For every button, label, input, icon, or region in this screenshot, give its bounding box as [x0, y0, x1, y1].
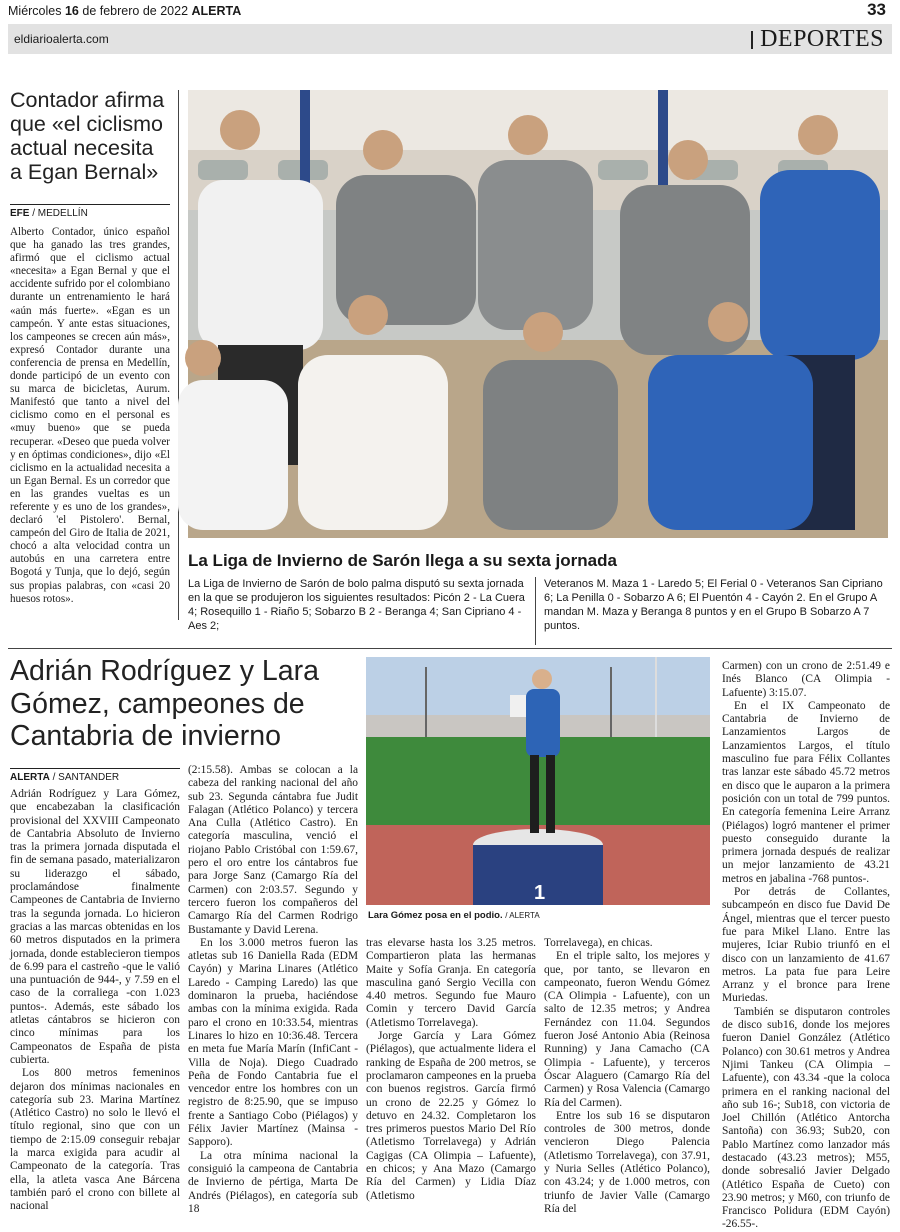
podium-photo-illustration	[366, 657, 710, 905]
page-date	[8, 4, 241, 18]
day: 16	[64, 4, 79, 18]
paragraph: También se disputaron controles de disco sub16, donde los mejores fueron Daniel González (Atlético Polanco) con 30.61 metros y Andrea Njimi Tankeu (CA Olimpia – Lafuente), con 43.34 -que la coloca primera en el ranking nacional del año sub 16-; Sub18, con victoria de Joel Chillón (Atlético Antorcha Santoña) con 36.93; Sub20, con Pablo Martínez como lanzador más destacado (43.23 metros); M55, donde sobresalió Javier Delgado (Atlético España de Cueto) con 23.90 metros; y M60, con triunfo de Francisco Polidura (EDM Cayón) -26.55-.	[722, 1005, 890, 1231]
adrian-col2	[188, 764, 358, 1216]
svg-text:1: 1	[534, 882, 546, 904]
team-photo-illustration	[188, 90, 888, 538]
caption-text: Lara Gómez posa en el podio.	[368, 910, 503, 921]
adrian-col3	[366, 937, 536, 1203]
adrian-col5	[722, 660, 890, 1232]
city: SANTANDER	[58, 772, 120, 783]
paragraph: Jorge García y Lara Gómez (Piélagos), que actualmente lidera el ranking de España de 200 metros, se proclamaron campeones en la prueba con buenos registros. García firmó un crono de 22.25 y Gómez lo detuvo en 24.32. Completaron los tres primeros puestos Mario Del Río (Atletismo Torrelavega) y Adrián Cagigas (CA Olimpia – Lafuente), en chicos; y Ana Mazo (Camargo Ría del Carmen) y Lidia Díaz (Atletismo	[366, 1030, 536, 1202]
contador-body	[10, 226, 170, 606]
team-photo	[188, 90, 888, 538]
adrian-headline: Adrián Rodríguez y Lara Gómez, campeones de Cantabria de invierno	[10, 655, 319, 752]
paragraph: Entre los sub 16 se disputaron controles de 300 metros, donde vencieron Diego Palencia (Atletismo Torrelavega), con 37.91, y Nuria Selles (Atlético Polanco), con 43.24; y de 1.000 metros, con triunfo de Javier Valle (Camargo Ría del	[544, 1109, 710, 1215]
page-number: 33	[867, 0, 886, 19]
agency: ALERTA	[10, 772, 50, 783]
agency: EFE	[10, 208, 30, 219]
city: MEDELLÍN	[37, 208, 88, 219]
column-rule	[535, 577, 536, 645]
paragraph: En el triple salto, los mejores y que, por tanto, se llevaron en campeonato, fueron Wendu Gómez (CA Olimpia - Lafuente), con un salto de 12.35 metros; y Andrea Fernández con 11.04. Segundos fueron José Antonio Abia (Reinosa Running) y Jana Camacho (CA Olimpia - Lafuente), y terceros Óscar Alaguero (Camargo Ría del Carmen) y Rosa Valencia (Camargo Ría del Carmen).	[544, 950, 710, 1109]
site-url[interactable]: eldiarioalerta.com	[14, 32, 109, 46]
liga-body-col2: Veteranos M. Maza 1 - Laredo 5; El Ferial 0 - Veteranos San Cipriano 6; La Penilla 0 - Sobarzo A 6; El Puentón 4 - Cayón 2. En el Grupo A mandan M. Maza y Beranga 8 puntos y en el Grupo B Sobarzo A 7 puntos.	[544, 578, 883, 632]
page-header	[8, 2, 892, 20]
liga-body-col1: La Liga de Invierno de Sarón de bolo palma disputó su sexta jornada en la que se produjeron los siguientes resultados: Picón 2 - La Cuera 4; Rosequillo 1 - Riaño 5; Sobarzo B 2 - Beranga 4; San Cipriano 4 - Aes 2;	[188, 578, 525, 632]
paragraph: (2:15.58). Ambas se colocan a la cabeza del ranking nacional del año sub 23. Segunda cántabra fue Judit Falagan (Atlético Polanco) y tercera Ana Culla (Atlético Castro). En categoría masculina, venció el riojano Pablo Cristóbal con 1:59.67, pero el oro entre los cántabros fue para Jorge Sanz (Camargo Ría del Carmen) con 2:03.57. Segundo y tercero fueron los compañeros del Camargo Ría del Carmen Rodrigo Bustamante y David Lerena.	[188, 764, 358, 936]
month-year: de febrero de 2022	[82, 4, 189, 18]
paragraph: En el IX Campeonato de Cantabria de Invierno de Lanzamientos Largos de Lanzamientos Largos, el título masculino fue para Félix Collantes tras lanzar este sábado 45.72 metros en disco que le auparon a la primera posición con un total de 799 puntos. En categoría femenina Leire Arranz (Piélagos) logró mantener el primer puesto conseguido durante la primera jornada después de realizar un mejor lanzamiento de 43.21 metros en jabalina -768 puntos-.	[722, 699, 890, 885]
paragraph: Adrián Rodríguez y Lara Gómez, que encabezaban la clasificación provisional del XXVIII Campeonato de Cantabria Absoluto de Invierno tras la primera jornada disputada el fin de semana pasado, materializaron su liderazgo el sábado, proclamándose finalmente Campeones de Cantabria de Invierno tras la segunda jornada. Lo hicieron gracias a las marcas obtenidas en los 60 metros disputados en la primera jornada, donde establecieron tiempos de 6.99 para el castreño -que le valió una puntuación de 944-, y 7.59 en el caso de la corraliega -con 1.023 puntos-. Además, este sábado los atletas cántabros se hicieron con cinco mínimas para los Campeonatos de España de pista cubierta.	[10, 788, 180, 1066]
caption-credit: / ALERTA	[505, 911, 540, 920]
paragraph: La otra mínima nacional la consiguió la campeona de Cantabria de Invierno de pértiga, Marta De Andrés (Piélagos), en categoría sub 18	[188, 1149, 358, 1215]
section-band	[8, 24, 892, 54]
paragraph: Carmen) con un crono de 2:51.49 e Inés Blanco (CA Olimpia - Lafuente) 3:15.07.	[722, 660, 890, 699]
section-title: DEPORTES	[760, 26, 884, 52]
brand-name: ALERTA	[191, 4, 242, 18]
paragraph: Torrelavega), en chicas.	[544, 937, 653, 949]
adrian-byline: ALERTA / SANTANDER	[10, 768, 180, 783]
paragraph: En los 3.000 metros fueron las atletas sub 16 Daniella Rada (EDM Cayón) y Marina Linares (Atlético Laredo - Camping Laredo) las que dominaron la prueba, haciéndose ambas con la mínima exigida. Rada paro el crono en 10:33.54, mientras Linares lo hizo en 10:36.48. Tercera en meta fue María Marín (InfiCant - Villa de Noja). Diego Cuadrado Peña de Fondo Cantabria fue el vencedor entre los hombres con un registro de 8:25.90, que se impuso frente a Santiago Cobo (Piélagos) y Félix Javier Martínez (Mainsa - Sapporo).	[188, 936, 358, 1149]
adrian-col1	[10, 788, 180, 1214]
podium-photo	[366, 657, 710, 905]
contador-headline: Contador afirma que «el ciclismo actual necesita a Egan Bernal»	[10, 88, 165, 184]
podium-caption	[368, 910, 708, 921]
paragraph: tras elevarse hasta los 3.25 metros. Compartieron plata las hermanas Maite y Sofía Granja. En categoría masculina ganó Sergio Vecilla con 4.40 metros. Segundo fue Mauro Comin y tercero David García (Atletismo Torrelavega).	[366, 937, 536, 1029]
adrian-col4	[544, 937, 710, 1216]
paragraph: Por detrás de Collantes, subcampeón en disco fue David De Ángel, mientras que el tercer puesto fue para Mikel Llano. Entre las mujeres, Iciar Rubio triunfó en el disco con un lanzamiento de 41.67 metros. La pata fue para Leire Arranz y el bronce para Irene Muriedas.	[722, 886, 890, 1005]
contador-paragraph: Alberto Contador, único español que ha ganado las tres grandes, afirmó que el ciclismo actual «necesita» a Egan Bernal y que el accidente sufrido por el colombiano durante un entrenamiento le hará «aún más fuerte». «Egan es un campeón. Y ante estas situaciones, los campeones se crecen aún más», expresó Contador durante una conferencia de prensa en Medellín, donde participó de un evento con su marca de bicicletas, Aurum. Manifestó que tanto a nivel del ciclismo como en el personal es «muy bueno» que se pueda recuperar. «Deseo que pueda volver y en óptimas condiciones», dijo «El ciclismo en la actualidad necesita a un Egan Bernal. Es un corredor que en las grandes vueltas es un referente y es uno de los grandes», declaró 'el Pistolero'. Bernal, campeón del Giro de Italia de 2021, chocó a alta velocidad contra un autobús en una carretera entre Bogotá y Tunja, que lo dejó, según sus propias palabras, con «casi 20 huesos rotos».	[10, 226, 170, 605]
liga-headline: La Liga de Invierno de Sarón llega a su sexta jornada	[188, 551, 617, 570]
section-divider	[8, 648, 892, 649]
paragraph: Los 800 metros femeninos dejaron dos mínimas nacionales en categoría sub 23. Marina Martínez (Atlético Castro) no solo le llevó el título regional, sino que con un tiempo de 2:15.09 conseguir rebajar la marca exigida para acudir al Campeonato de la categoría. Tras ella, la atleta vasca Ane Bárcena también paró el crono con billete al nacional	[10, 1067, 180, 1213]
weekday: Miércoles	[8, 4, 62, 18]
column-rule	[178, 90, 179, 620]
contador-byline: EFE / MEDELLÍN	[10, 204, 170, 219]
